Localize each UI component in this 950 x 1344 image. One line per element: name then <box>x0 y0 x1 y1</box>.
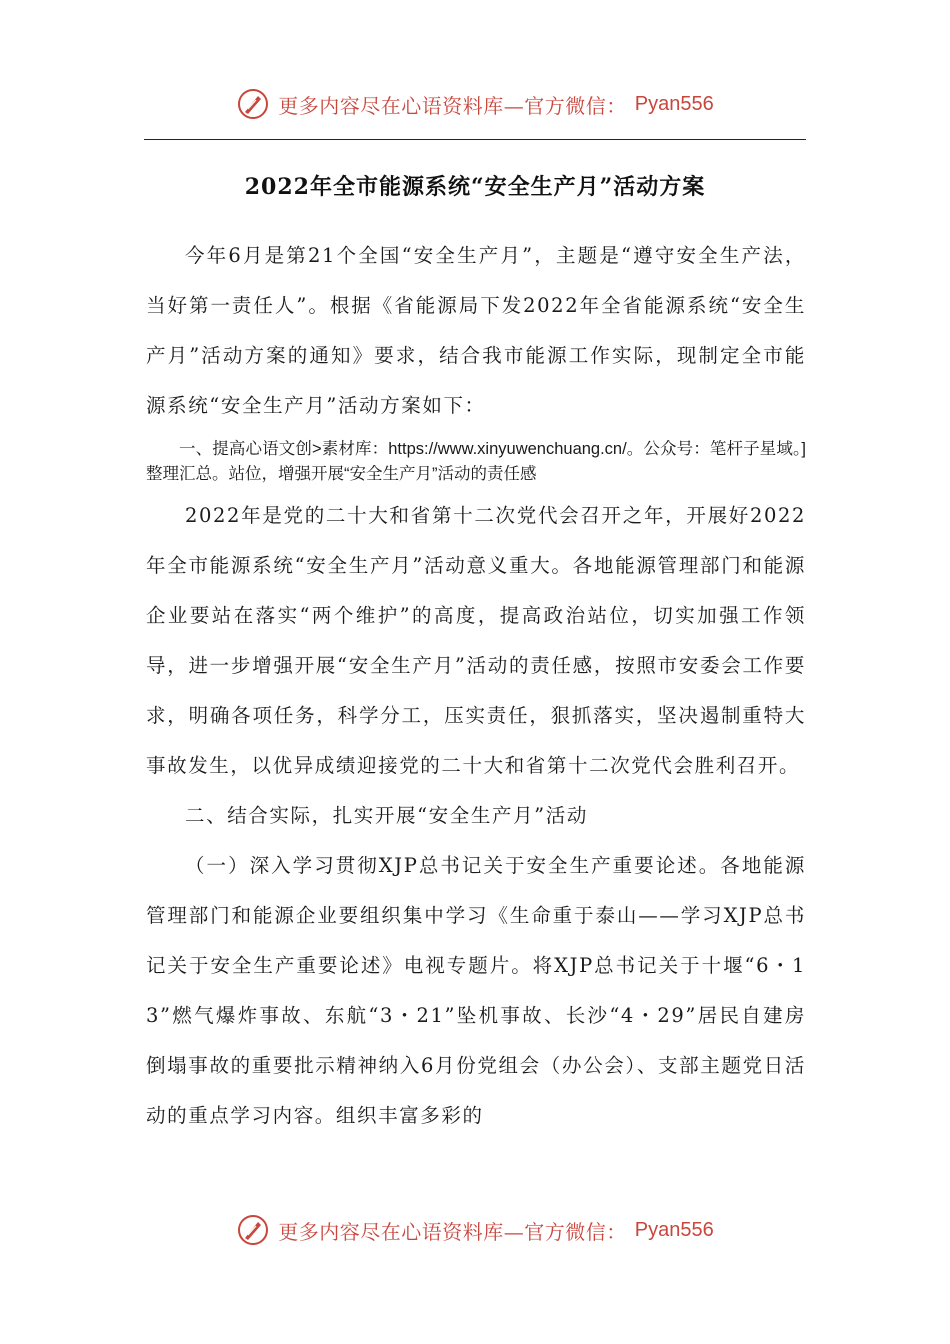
paragraph-section-one-heading: 一、提高心语文创>素材库：https://www.xinyuwenchuang.cn/。公众号：笔杆子星域。]整理汇总。站位，增强开展“安全生产月”活动的责任感 <box>146 440 806 483</box>
watermark-text: 更多内容尽在心语资料库—官方微信： <box>278 93 627 118</box>
paragraph-section-two-heading: 二、结合实际，扎实开展“安全生产月”活动 <box>185 804 588 827</box>
document-body <box>146 231 806 1141</box>
document-title: 2022年全市能源系统“安全生产月”活动方案 <box>244 174 706 200</box>
paragraph-section-one-body: 2022年是党的二十大和省第十二次党代会召开之年，开展好2022年全市能源系统“安全生产月”活动意义重大。各地能源管理部门和能源企业要站在落实“两个维护”的高度，提高政治站位，切实加强工作领导，进一步增强开展“安全生产月”活动的责任感，按照市安委会工作要求，明确各项任务，科学分工，压实责任，狠抓落实，坚决遏制重特大事故发生，以优异成绩迎接党的二十大和省第十二次党代会胜利召开。 <box>146 504 806 777</box>
header-watermark <box>0 84 950 124</box>
watermark-text: 更多内容尽在心语资料库—官方微信： <box>278 1219 627 1244</box>
paragraph-intro: 今年6月是第21个全国“安全生产月”，主题是“遵守安全生产法，当好第一责任人”。根据《省能源局下发2022年全省能源系统“安全生产月”活动方案的通知》要求，结合我市能源工作实际，现制定全市能源系统“安全生产月”活动方案如下： <box>146 244 806 417</box>
paragraph-item-one: （一）深入学习贯彻XJP总书记关于安全生产重要论述。各地能源管理部门和能源企业要组织集中学习《生命重于泰山——学习XJP总书记关于安全生产重要论述》电视专题片。将XJP总书记关于十堰“6・13”燃气爆炸事故、东航“3・21”坠机事故、长沙“4・29”居民自建房倒塌事故的重要批示精神纳入6月份党组会（办公会）、支部主题党日活动的重点学习内容。组织丰富多彩的 <box>146 854 806 1127</box>
watermark-wechat-id: Pyan556 <box>634 1218 714 1241</box>
quill-logo-icon <box>236 87 270 121</box>
footer-watermark <box>0 1210 950 1250</box>
header-divider <box>144 139 806 140</box>
watermark-wechat-id: Pyan556 <box>634 92 714 115</box>
quill-logo-icon <box>236 1213 270 1247</box>
